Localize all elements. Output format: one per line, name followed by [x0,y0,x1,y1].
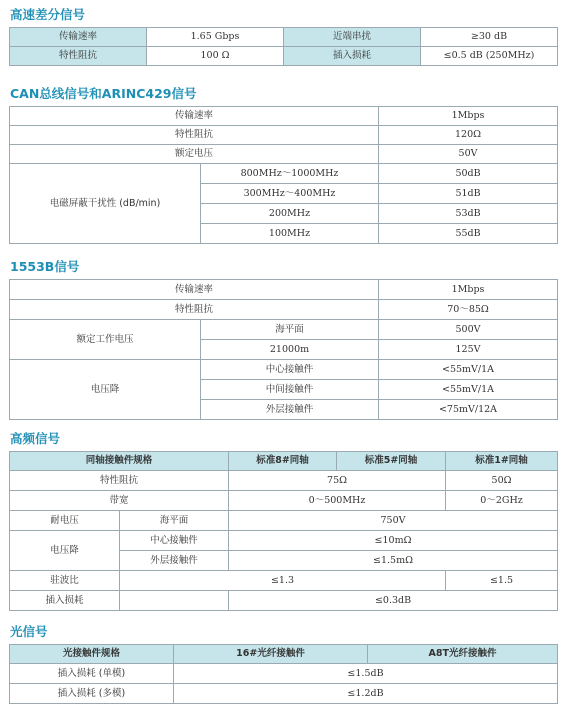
value-cell: ≤0.5 dB (250MHz) [421,47,558,66]
table-row [10,511,558,531]
sub-label-cell: 外层接触件 [120,551,229,571]
table-row [10,491,558,511]
value-cell: 51dB [379,184,558,204]
value-cell: <55mV/1A [379,380,558,400]
value-cell: 125V [379,340,558,360]
value-cell: 0～2GHz [446,491,558,511]
header-cell: 标准5#同轴 [337,452,446,471]
value-cell: 1Mbps [379,280,558,300]
label-cell: 特性阻抗 [10,126,379,145]
value-cell: ≤1.5mΩ [229,551,558,571]
value-cell: ≤1.5dB [174,664,558,684]
voltage-drop-label-cell: 电压降 [10,360,201,420]
value-cell: 55dB [379,224,558,244]
header-cell: 标准1#同轴 [446,452,558,471]
high-frequency-table [9,451,558,611]
label-cell: 耐电压 [10,511,120,531]
value-cell: ≤1.5 [446,571,558,591]
header-cell: 标准8#同轴 [229,452,337,471]
label-cell: 特性阻抗 [10,300,379,320]
section-title-optical: 光信号 [10,624,48,639]
section-title-can: CAN总线信号和ARINC429信号 [10,86,197,101]
label-cell: 插入损耗 [284,47,421,66]
optical-table [9,644,558,704]
label-cell: 传输速率 [10,280,379,300]
value-cell: ≤10mΩ [229,531,558,551]
freq-cell: 800MHz～1000MHz [201,164,379,184]
table-row [10,591,558,611]
header-cell: 16#光纤接触件 [174,645,368,664]
section-title-1553b: 1553B信号 [10,259,80,274]
freq-cell: 300MHz～400MHz [201,184,379,204]
value-cell: ≥30 dB [421,28,558,47]
sub-label-cell: 海平面 [201,320,379,340]
sub-label-cell: 中心接触件 [120,531,229,551]
sub-label-cell: 中间接触件 [201,380,379,400]
label-cell: 插入损耗 (单模) [10,664,174,684]
value-cell: 75Ω [229,471,446,491]
value-cell: <75mV/12A [379,400,558,420]
value-cell: ≤1.2dB [174,684,558,704]
value-cell: 1Mbps [379,107,558,126]
header-cell: 同轴接触件规格 [10,452,229,471]
sub-label-cell: 外层接触件 [201,400,379,420]
label-cell: 近端串扰 [284,28,421,47]
label-cell: 特性阻抗 [10,47,147,66]
table-row [10,145,558,164]
value-cell: 50V [379,145,558,164]
value-cell: 50dB [379,164,558,184]
value-cell: 120Ω [379,126,558,145]
value-cell: 70～85Ω [379,300,558,320]
table-row [10,571,558,591]
label-cell: 插入损耗 [10,591,120,611]
label-cell: 驻波比 [10,571,120,591]
value-cell: 500V [379,320,558,340]
table-row [10,664,558,684]
table-row [10,126,558,145]
sub-label-cell: 海平面 [120,511,229,531]
high-speed-table [9,27,558,66]
header-cell: 光接触件规格 [10,645,174,664]
table-row [10,471,558,491]
table-row [10,531,558,551]
sub-label-cell: 21000m [201,340,379,360]
value-cell: ≤1.3 [120,571,446,591]
sub-label-cell: 中心接触件 [201,360,379,380]
table-row [10,28,558,47]
table-row [10,47,558,66]
table-header-row [10,645,558,664]
table-row [10,320,558,340]
table-row [10,360,558,380]
section-title-high-speed: 高速差分信号 [10,7,86,22]
freq-cell: 100MHz [201,224,379,244]
table-row [10,107,558,126]
1553b-table [9,279,558,420]
working-voltage-label-cell: 额定工作电压 [10,320,201,360]
value-cell: 750V [229,511,558,531]
label-cell: 插入损耗 (多模) [10,684,174,704]
freq-cell: 200MHz [201,204,379,224]
label-cell: 带宽 [10,491,229,511]
table-row [10,300,558,320]
voltage-drop-label-cell: 电压降 [10,531,120,571]
value-cell: 1.65 Gbps [147,28,284,47]
label-cell: 传输速率 [10,107,379,126]
value-cell: 53dB [379,204,558,224]
section-title-high-frequency: 高频信号 [10,431,61,446]
label-cell: 传输速率 [10,28,147,47]
value-cell: 50Ω [446,471,558,491]
value-cell: <55mV/1A [379,360,558,380]
table-header-row [10,452,558,471]
value-cell: 0～500MHz [229,491,446,511]
header-cell: A8T光纤接触件 [368,645,558,664]
table-row [10,280,558,300]
value-cell: ≤0.3dB [229,591,558,611]
table-row [10,164,558,184]
can-table [9,106,558,244]
label-cell: 额定电压 [10,145,379,164]
emi-label-cell: 电磁屏蔽干扰性 (dB/min) [10,164,201,244]
value-cell: 100 Ω [147,47,284,66]
table-row [10,684,558,704]
label-cell: 特性阻抗 [10,471,229,491]
